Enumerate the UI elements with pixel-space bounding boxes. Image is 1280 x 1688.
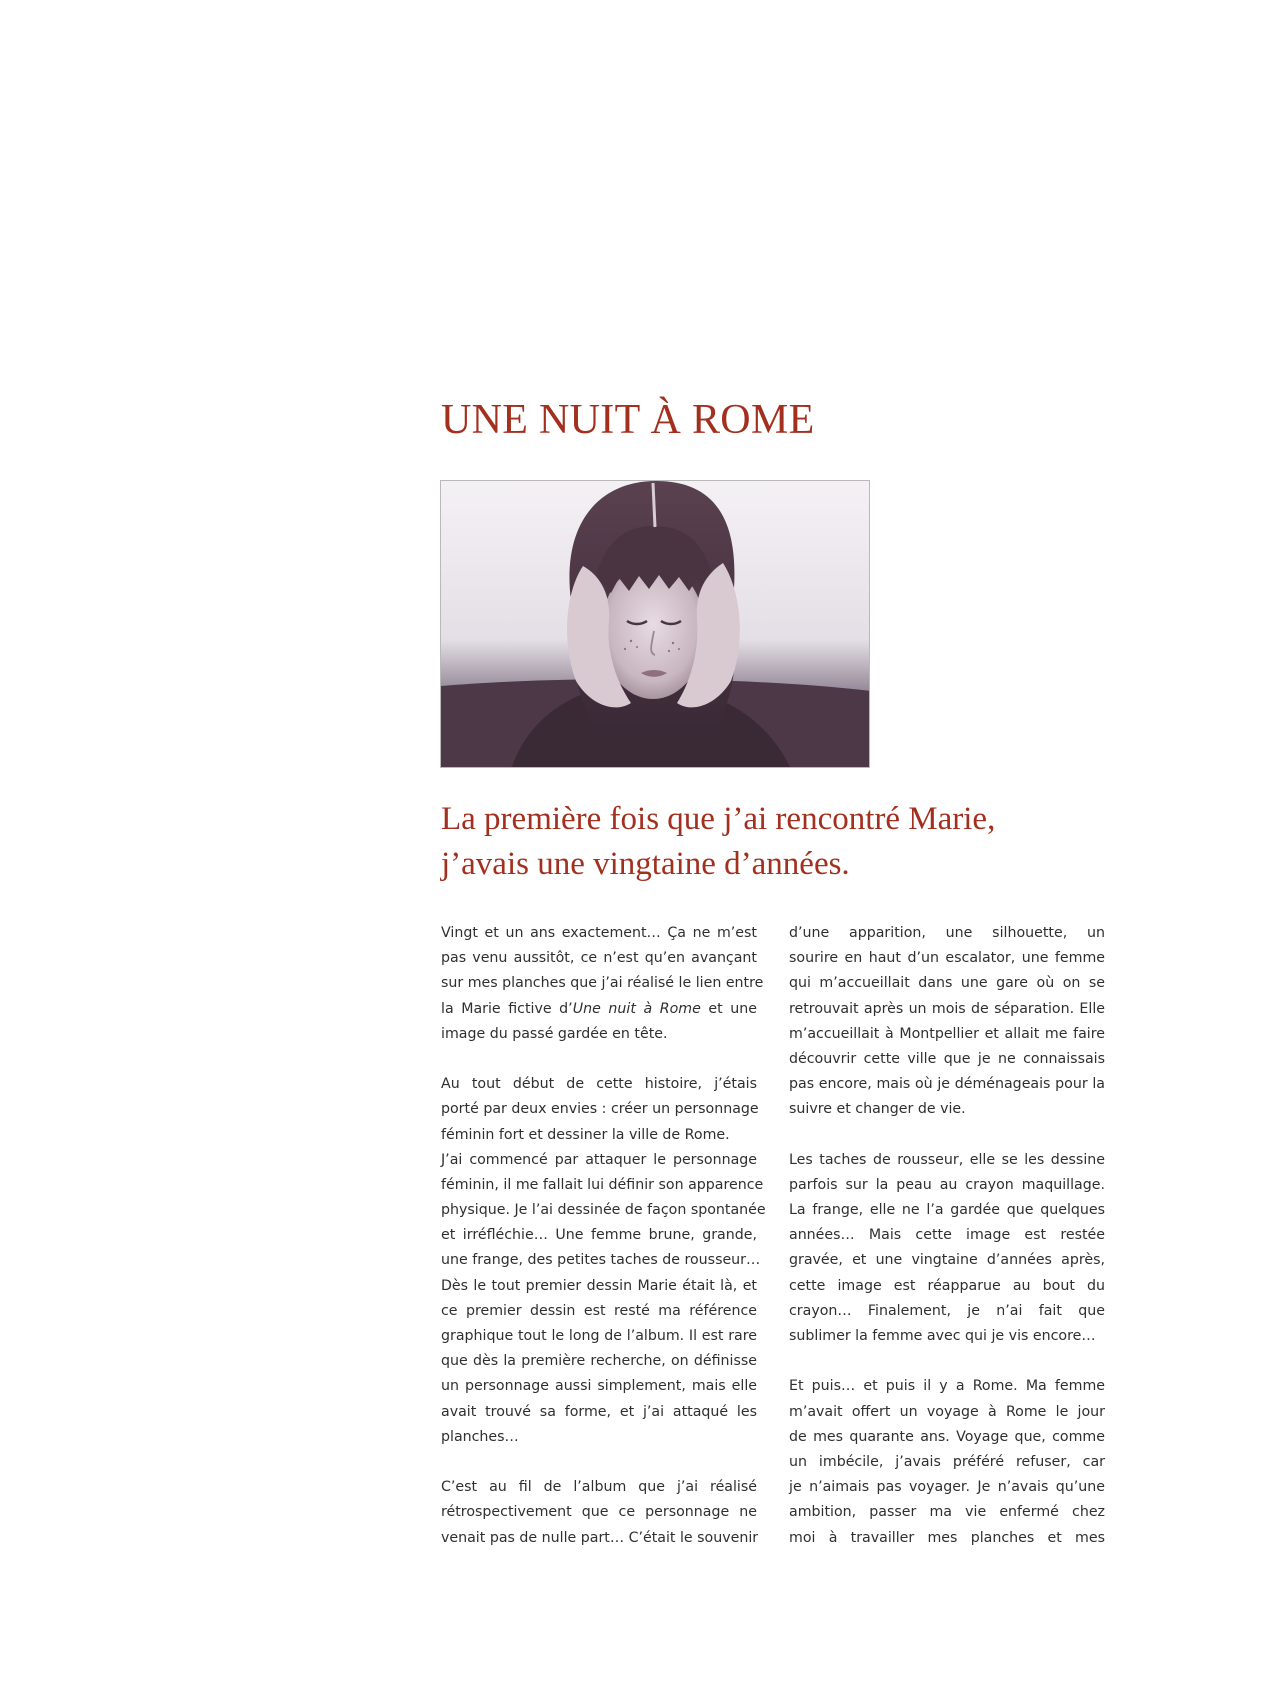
- text-line: Vingt et un ans exactement… Ça ne m’est: [441, 925, 757, 941]
- text-line: retrouvait après un mois de séparation. Elle: [789, 1000, 1105, 1017]
- text-line: sublimer la femme avec qui je vis encore…: [789, 1328, 1096, 1344]
- text-line: planches…: [441, 1428, 519, 1445]
- text-line: années… Mais cette image est restée: [789, 1227, 1105, 1244]
- text-line: image du passé gardée en tête.: [441, 1025, 668, 1042]
- article-subtitle: [441, 797, 1161, 887]
- text-line: je n’aimais pas voyager. Je n’avais qu’une: [789, 1479, 1105, 1496]
- text-line: moi à travailler mes planches et mes: [789, 1529, 1105, 1546]
- text-line: ce premier dessin est resté ma référence: [441, 1302, 757, 1319]
- portrait-photo: [440, 480, 870, 768]
- subtitle-line: j’avais une vingtaine d’années.: [441, 846, 850, 882]
- text-line: porté par deux envies : créer un personnage: [441, 1101, 759, 1118]
- text-line: un personnage aussi simplement, mais elle: [441, 1378, 757, 1395]
- text-line: découvrir cette ville que je ne connaissais: [789, 1050, 1105, 1067]
- text-line: C’est au fil de l’album que j’ai réalisé: [441, 1479, 757, 1496]
- text-line: m’accueillait à Montpellier et allait me faire: [789, 1025, 1105, 1042]
- text-line: féminin fort et dessiner la ville de Rome.: [441, 1126, 730, 1143]
- text-line: sourire en haut d’un escalator, une femme: [789, 950, 1105, 967]
- text-line: qui m’accueillait dans une gare où on se: [789, 975, 1105, 992]
- text-line: ambition, passer ma vie enfermé chez: [789, 1504, 1105, 1521]
- text-line: rétrospectivement que ce personnage ne: [441, 1504, 757, 1521]
- text-line: [789, 1349, 1105, 1374]
- text-line: Et puis… et puis il y a Rome. Ma femme: [789, 1378, 1105, 1395]
- subtitle-line: La première fois que j’ai rencontré Marie,: [441, 801, 996, 837]
- text-line: crayon… Finalement, je n’ai fait que: [789, 1302, 1105, 1319]
- text-line: de mes quarante ans. Voyage que, comme: [789, 1428, 1105, 1445]
- text-line: Les taches de rousseur, elle se les dessine: [789, 1151, 1105, 1168]
- text-line: avait trouvé sa forme, et j’ai attaqué les: [441, 1403, 757, 1420]
- text-line: m’avait offert un voyage à Rome le jour: [789, 1403, 1105, 1420]
- text-line: d’une apparition, une silhouette, un: [789, 925, 1105, 941]
- text-line: parfois sur la peau au crayon maquillage.: [789, 1176, 1105, 1193]
- text-line: un imbécile, j’avais préféré refuser, car: [789, 1453, 1105, 1470]
- page-title: UNE NUIT À ROME: [441, 397, 815, 443]
- text-line: [441, 1047, 757, 1072]
- text-line: et irréfléchie… Une femme brune, grande,: [441, 1227, 757, 1244]
- text-line: Dès le tout premier dessin Marie était là, et: [441, 1277, 757, 1294]
- text-line: féminin, il me fallait lui définir son apparence: [441, 1176, 764, 1193]
- text-line: La frange, elle ne l’a gardée que quelques: [789, 1202, 1105, 1219]
- text-line: J’ai commencé par attaquer le personnage: [441, 1151, 757, 1168]
- text-line: [789, 1123, 1105, 1148]
- text-line: [441, 1450, 757, 1475]
- text-line: graphique tout le long de l’album. Il est rare: [441, 1328, 757, 1344]
- text-line: la Marie fictive d’Une nuit à Rome et une: [441, 1000, 757, 1017]
- text-line: suivre et changer de vie.: [789, 1101, 966, 1118]
- text-column-left: [441, 921, 766, 1551]
- text-line: venait pas de nulle part… C’était le souvenir: [441, 1529, 759, 1546]
- text-line: sur mes planches que j’ai réalisé le lien entre: [441, 975, 764, 992]
- text-line: pas venu aussitôt, ce n’est qu’en avançant: [441, 950, 757, 967]
- text-line: Au tout début de cette histoire, j’étais: [441, 1076, 757, 1093]
- text-line: que dès la première recherche, on définisse: [441, 1353, 757, 1370]
- text-column-right: [789, 921, 1105, 1551]
- text-line: une frange, des petites taches de rousseur…: [441, 1252, 761, 1269]
- text-line: pas encore, mais où je déménageais pour la: [789, 1076, 1105, 1093]
- text-line: physique. Je l’ai dessinée de façon spontanée: [441, 1202, 766, 1219]
- text-line: gravée, et une vingtaine d’années après,: [789, 1252, 1105, 1269]
- text-line: cette image est réapparue au bout du: [789, 1277, 1105, 1294]
- book-title: Une nuit à Rome: [572, 1000, 701, 1017]
